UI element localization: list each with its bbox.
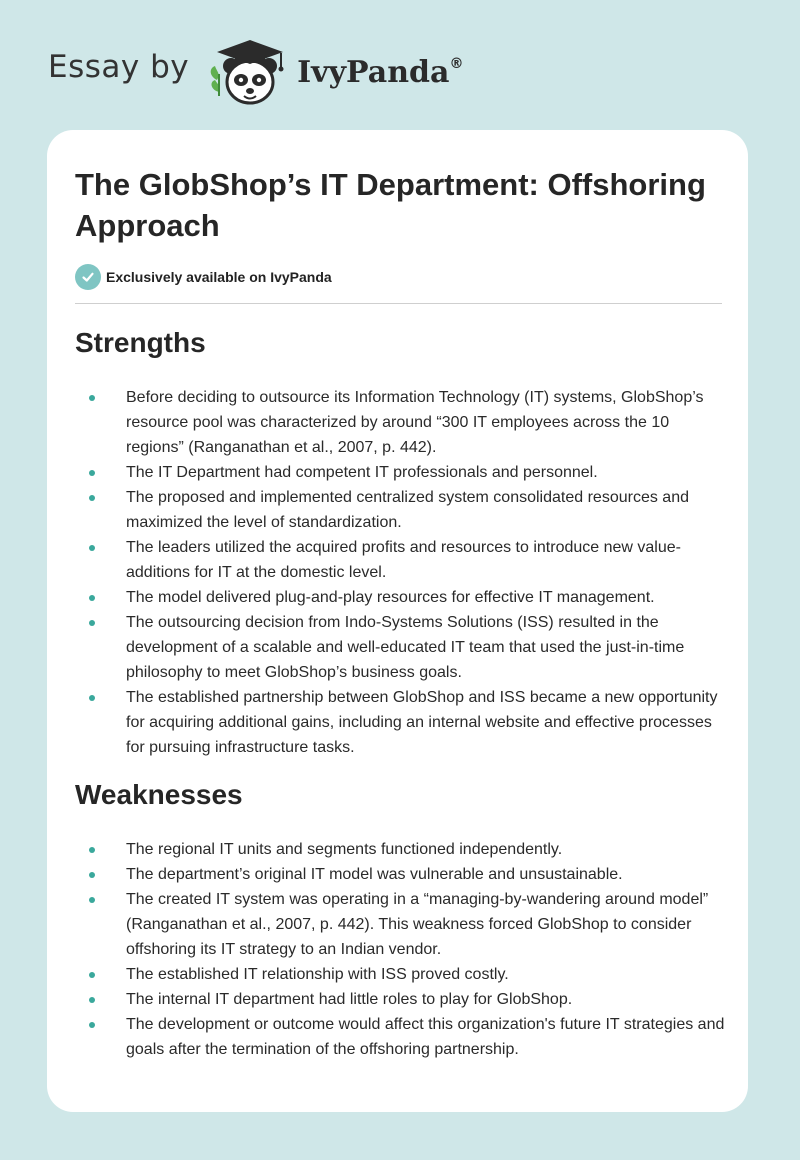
weaknesses-list xyxy=(126,837,726,1062)
list-item: The created IT system was operating in a “managing-by-wandering around model” (Ranganathan et al., 2007, p. 442). This weakness forced GlobShop to consider offshoring its IT strategy to an Indian vendor. xyxy=(126,887,726,962)
list-item: The IT Department had competent IT professionals and personnel. xyxy=(126,460,726,485)
section-heading-strengths: Strengths xyxy=(75,327,206,358)
list-item: The department’s original IT model was vulnerable and unsustainable. xyxy=(126,862,726,887)
list-item: The established IT relationship with ISS proved costly. xyxy=(126,962,726,987)
essay-by-label: Essay by xyxy=(48,49,190,85)
list-item: The leaders utilized the acquired profits and resources to introduce new value-additions for IT at the domestic level. xyxy=(126,535,726,585)
page-title: The GlobShop’s IT Department: Offshoring Approach xyxy=(75,167,706,243)
site-header xyxy=(48,36,463,108)
list-item: The development or outcome would affect this organization's future IT strategies and goals after the termination of the offshoring partnership. xyxy=(126,1012,726,1062)
brand-name: IvyPanda® xyxy=(297,54,464,90)
list-item: The established partnership between GlobShop and ISS became a new opportunity for acquiring additional gains, including an internal website and effective processes for pursuing infrastructure tasks. xyxy=(126,685,726,760)
section-heading-weaknesses: Weaknesses xyxy=(75,779,243,810)
exclusive-badge xyxy=(75,264,332,290)
list-item: Before deciding to outsource its Information Technology (IT) systems, GlobShop’s resource pool was characterized by around “300 IT employees across the 10 regions” (Ranganathan et al., 2007, p. 442). xyxy=(126,385,726,460)
strengths-list xyxy=(126,385,726,760)
list-item: The regional IT units and segments functioned independently. xyxy=(126,837,726,862)
list-item: The internal IT department had little roles to play for GlobShop. xyxy=(126,987,726,1012)
list-item: The model delivered plug-and-play resources for effective IT management. xyxy=(126,585,726,610)
list-item: The outsourcing decision from Indo-Systems Solutions (ISS) resulted in the development of a scalable and well-educated IT team that used the just-in-time philosophy to meet GlobShop’s business goals. xyxy=(126,610,726,685)
essay-card xyxy=(47,130,748,1112)
check-icon xyxy=(75,264,101,290)
ivypanda-logo-icon xyxy=(203,36,293,108)
divider xyxy=(75,303,722,304)
list-item: The proposed and implemented centralized system consolidated resources and maximized the level of standardization. xyxy=(126,485,726,535)
exclusive-badge-label: Exclusively available on IvyPanda xyxy=(106,269,332,285)
